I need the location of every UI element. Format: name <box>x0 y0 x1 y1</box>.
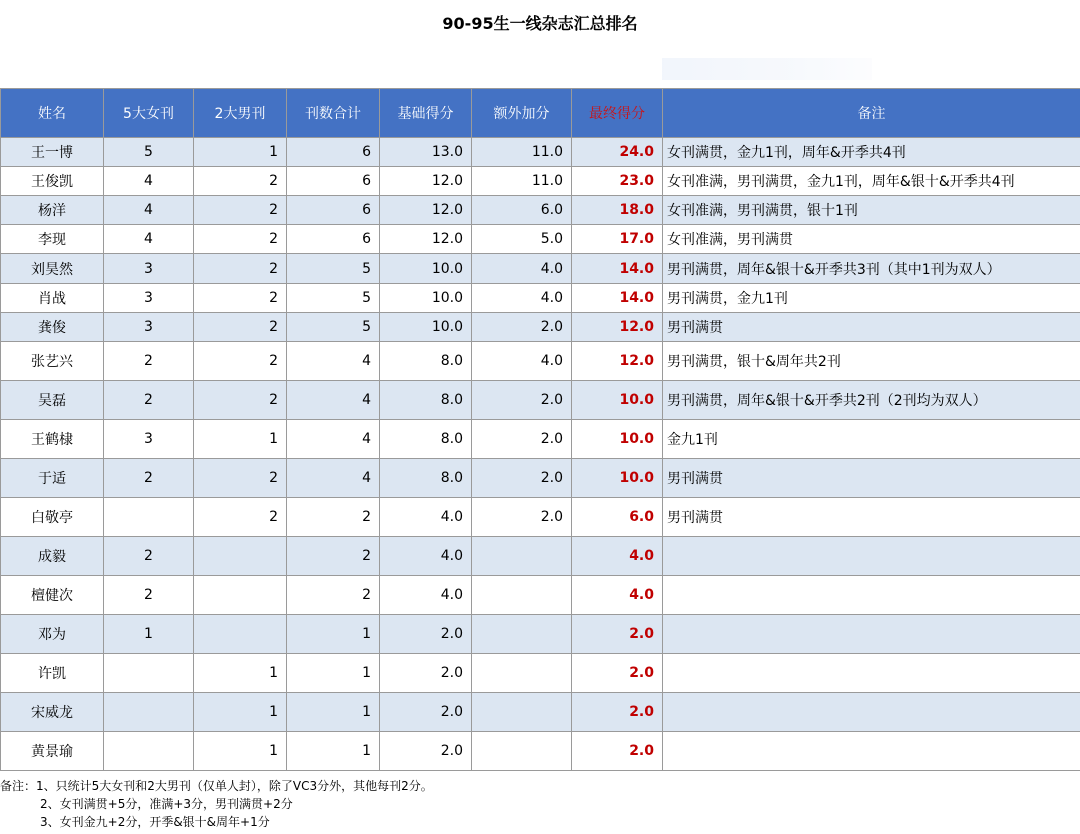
cell-final-score: 10.0 <box>572 381 663 420</box>
cell-name: 李现 <box>1 225 104 254</box>
cell-final-score: 23.0 <box>572 167 663 196</box>
table-row <box>1 693 1080 732</box>
cell-female-mags <box>104 498 194 537</box>
cell-notes: 男刊满贯，周年&银十&开季共2刊（2刊均为双人） <box>663 381 1080 420</box>
cell-notes: 男刊满贯，金九1刊 <box>663 284 1080 313</box>
cell-extra-score: 2.0 <box>472 313 572 342</box>
cell-base-score: 8.0 <box>380 381 472 420</box>
header-female-mags: 5大女刊 <box>104 89 194 138</box>
cell-male-mags: 1 <box>194 420 287 459</box>
cell-notes: 女刊准满，男刊满贯，金九1刊，周年&银十&开季共4刊 <box>663 167 1080 196</box>
cell-extra-score: 11.0 <box>472 138 572 167</box>
cell-notes <box>663 732 1080 771</box>
cell-male-mags: 1 <box>194 654 287 693</box>
cell-total-mags: 5 <box>287 313 380 342</box>
cell-extra-score: 4.0 <box>472 284 572 313</box>
footnote <box>0 773 1080 834</box>
cell-female-mags: 4 <box>104 225 194 254</box>
table-row <box>1 284 1080 313</box>
cell-final-score: 14.0 <box>572 284 663 313</box>
cell-male-mags: 2 <box>194 196 287 225</box>
cell-notes: 金九1刊 <box>663 420 1080 459</box>
cell-name: 王鹤棣 <box>1 420 104 459</box>
cell-male-mags: 1 <box>194 138 287 167</box>
cell-female-mags: 4 <box>104 167 194 196</box>
cell-total-mags: 1 <box>287 654 380 693</box>
cell-final-score: 2.0 <box>572 654 663 693</box>
cell-total-mags: 1 <box>287 732 380 771</box>
table-row <box>1 254 1080 284</box>
cell-notes <box>663 615 1080 654</box>
cell-final-score: 6.0 <box>572 498 663 537</box>
table-row <box>1 537 1080 576</box>
cell-extra-score: 5.0 <box>472 225 572 254</box>
cell-total-mags: 1 <box>287 615 380 654</box>
cell-final-score: 4.0 <box>572 576 663 615</box>
cell-name: 邓为 <box>1 615 104 654</box>
cell-base-score: 10.0 <box>380 313 472 342</box>
header-final-score: 最终得分 <box>572 89 663 138</box>
cell-notes: 男刊满贯 <box>663 313 1080 342</box>
cell-notes: 男刊满贯，周年&银十&开季共3刊（其中1刊为双人） <box>663 254 1080 284</box>
cell-male-mags <box>194 576 287 615</box>
footnote-line-1: 备注：1、只统计5大女刊和2大男刊（仅单人封），除了VC3分外，其他每刊2分。 <box>0 779 433 793</box>
cell-total-mags: 4 <box>287 420 380 459</box>
cell-name: 肖战 <box>1 284 104 313</box>
cell-female-mags <box>104 693 194 732</box>
header-male-mags: 2大男刊 <box>194 89 287 138</box>
cell-total-mags: 4 <box>287 381 380 420</box>
cell-base-score: 12.0 <box>380 225 472 254</box>
cell-name: 成毅 <box>1 537 104 576</box>
header-notes: 备注 <box>663 89 1080 138</box>
cell-final-score: 10.0 <box>572 420 663 459</box>
cell-name: 白敬亭 <box>1 498 104 537</box>
footnote-line-3: 3、女刊金九+2分，开季&银十&周年+1分 <box>40 815 270 829</box>
cell-notes: 女刊满贯，金九1刊，周年&开季共4刊 <box>663 138 1080 167</box>
table-row <box>1 732 1080 771</box>
ranking-table <box>0 88 1080 771</box>
cell-total-mags: 6 <box>287 138 380 167</box>
cell-base-score: 10.0 <box>380 284 472 313</box>
cell-final-score: 2.0 <box>572 693 663 732</box>
cell-final-score: 2.0 <box>572 732 663 771</box>
cell-total-mags: 6 <box>287 196 380 225</box>
cell-name: 于适 <box>1 459 104 498</box>
table-row <box>1 167 1080 196</box>
cell-name: 王一博 <box>1 138 104 167</box>
table-row <box>1 225 1080 254</box>
table-row <box>1 313 1080 342</box>
cell-female-mags: 2 <box>104 381 194 420</box>
cell-female-mags: 2 <box>104 342 194 381</box>
cell-male-mags <box>194 615 287 654</box>
cell-female-mags: 2 <box>104 459 194 498</box>
table-row <box>1 381 1080 420</box>
cell-notes <box>663 654 1080 693</box>
cell-name: 龚俊 <box>1 313 104 342</box>
cell-female-mags: 2 <box>104 537 194 576</box>
cell-total-mags: 2 <box>287 576 380 615</box>
cell-notes: 女刊准满，男刊满贯，银十1刊 <box>663 196 1080 225</box>
page-title: 90-95生一线杂志汇总排名 <box>442 14 638 33</box>
table-row <box>1 459 1080 498</box>
cell-extra-score <box>472 693 572 732</box>
cell-base-score: 12.0 <box>380 196 472 225</box>
cell-final-score: 17.0 <box>572 225 663 254</box>
cell-final-score: 24.0 <box>572 138 663 167</box>
cell-name: 吴磊 <box>1 381 104 420</box>
cell-male-mags: 1 <box>194 693 287 732</box>
watermark-blur <box>662 58 872 80</box>
cell-notes: 男刊满贯 <box>663 498 1080 537</box>
cell-extra-score: 4.0 <box>472 342 572 381</box>
cell-name: 黄景瑜 <box>1 732 104 771</box>
cell-base-score: 4.0 <box>380 537 472 576</box>
cell-final-score: 18.0 <box>572 196 663 225</box>
cell-notes <box>663 576 1080 615</box>
cell-extra-score <box>472 615 572 654</box>
cell-male-mags: 2 <box>194 342 287 381</box>
cell-base-score: 2.0 <box>380 615 472 654</box>
cell-name: 许凯 <box>1 654 104 693</box>
cell-notes: 男刊满贯 <box>663 459 1080 498</box>
cell-base-score: 8.0 <box>380 420 472 459</box>
cell-final-score: 14.0 <box>572 254 663 284</box>
cell-final-score: 4.0 <box>572 537 663 576</box>
cell-extra-score: 2.0 <box>472 459 572 498</box>
cell-base-score: 2.0 <box>380 693 472 732</box>
cell-total-mags: 5 <box>287 284 380 313</box>
cell-final-score: 10.0 <box>572 459 663 498</box>
cell-notes <box>663 693 1080 732</box>
cell-extra-score: 2.0 <box>472 498 572 537</box>
cell-male-mags: 2 <box>194 167 287 196</box>
cell-total-mags: 6 <box>287 167 380 196</box>
header-extra-score: 额外加分 <box>472 89 572 138</box>
header-base-score: 基础得分 <box>380 89 472 138</box>
cell-base-score: 10.0 <box>380 254 472 284</box>
cell-female-mags: 1 <box>104 615 194 654</box>
cell-female-mags: 2 <box>104 576 194 615</box>
cell-base-score: 2.0 <box>380 654 472 693</box>
table-row <box>1 654 1080 693</box>
cell-male-mags: 2 <box>194 381 287 420</box>
header-name: 姓名 <box>1 89 104 138</box>
table-row <box>1 420 1080 459</box>
cell-notes: 男刊满贯，银十&周年共2刊 <box>663 342 1080 381</box>
table-header-row <box>1 89 1080 138</box>
cell-base-score: 4.0 <box>380 576 472 615</box>
cell-female-mags: 3 <box>104 313 194 342</box>
cell-name: 檀健次 <box>1 576 104 615</box>
cell-male-mags: 2 <box>194 459 287 498</box>
table-row <box>1 196 1080 225</box>
cell-name: 杨洋 <box>1 196 104 225</box>
cell-name: 刘昊然 <box>1 254 104 284</box>
cell-female-mags <box>104 654 194 693</box>
table-row <box>1 138 1080 167</box>
cell-base-score: 12.0 <box>380 167 472 196</box>
cell-extra-score: 6.0 <box>472 196 572 225</box>
cell-total-mags: 2 <box>287 537 380 576</box>
cell-name: 宋威龙 <box>1 693 104 732</box>
table-row <box>1 342 1080 381</box>
cell-total-mags: 5 <box>287 254 380 284</box>
cell-base-score: 2.0 <box>380 732 472 771</box>
cell-name: 王俊凯 <box>1 167 104 196</box>
cell-extra-score <box>472 654 572 693</box>
cell-base-score: 13.0 <box>380 138 472 167</box>
cell-male-mags: 1 <box>194 732 287 771</box>
cell-final-score: 2.0 <box>572 615 663 654</box>
cell-final-score: 12.0 <box>572 342 663 381</box>
cell-male-mags: 2 <box>194 225 287 254</box>
cell-female-mags <box>104 732 194 771</box>
cell-extra-score: 2.0 <box>472 381 572 420</box>
cell-notes <box>663 537 1080 576</box>
cell-base-score: 8.0 <box>380 459 472 498</box>
cell-base-score: 4.0 <box>380 498 472 537</box>
cell-female-mags: 3 <box>104 254 194 284</box>
header-total-mags: 刊数合计 <box>287 89 380 138</box>
table-row <box>1 498 1080 537</box>
table-row <box>1 576 1080 615</box>
cell-male-mags: 2 <box>194 284 287 313</box>
cell-name: 张艺兴 <box>1 342 104 381</box>
cell-female-mags: 4 <box>104 196 194 225</box>
cell-total-mags: 2 <box>287 498 380 537</box>
cell-extra-score: 2.0 <box>472 420 572 459</box>
cell-female-mags: 3 <box>104 420 194 459</box>
cell-total-mags: 6 <box>287 225 380 254</box>
cell-male-mags: 2 <box>194 254 287 284</box>
cell-male-mags: 2 <box>194 313 287 342</box>
cell-extra-score: 4.0 <box>472 254 572 284</box>
cell-total-mags: 4 <box>287 342 380 381</box>
cell-male-mags: 2 <box>194 498 287 537</box>
cell-extra-score: 11.0 <box>472 167 572 196</box>
cell-extra-score <box>472 576 572 615</box>
cell-male-mags <box>194 537 287 576</box>
cell-female-mags: 3 <box>104 284 194 313</box>
cell-extra-score <box>472 537 572 576</box>
cell-total-mags: 1 <box>287 693 380 732</box>
cell-total-mags: 4 <box>287 459 380 498</box>
table-row <box>1 615 1080 654</box>
cell-notes: 女刊准满，男刊满贯 <box>663 225 1080 254</box>
cell-base-score: 8.0 <box>380 342 472 381</box>
cell-female-mags: 5 <box>104 138 194 167</box>
cell-extra-score <box>472 732 572 771</box>
cell-final-score: 12.0 <box>572 313 663 342</box>
footnote-line-2: 2、女刊满贯+5分，准满+3分，男刊满贯+2分 <box>40 797 293 811</box>
